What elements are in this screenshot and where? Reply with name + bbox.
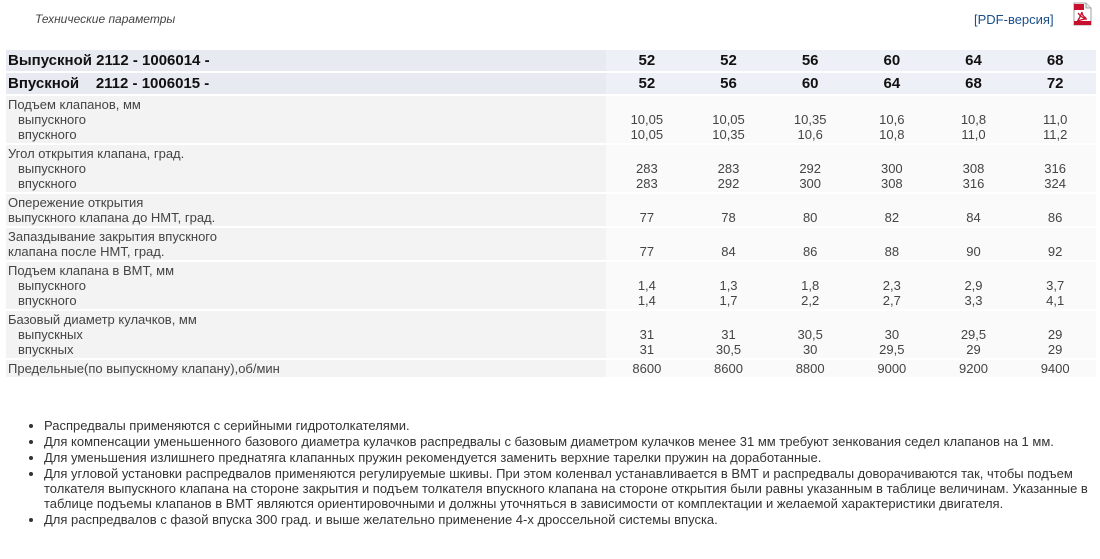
parameter-value bbox=[851, 145, 933, 192]
exhaust-camshaft-row-value: 64 bbox=[933, 50, 1015, 71]
parameter-label bbox=[6, 194, 606, 226]
value-line: 10,35 bbox=[712, 127, 745, 142]
value-line: 1,4 bbox=[637, 278, 656, 293]
parameter-value bbox=[933, 96, 1015, 143]
parameter-value bbox=[769, 228, 851, 260]
value-line: 29,5 bbox=[879, 342, 905, 357]
parameter-value bbox=[851, 311, 933, 358]
value-line: 92 bbox=[1047, 244, 1063, 259]
intake-camshaft-row-value: 60 bbox=[769, 73, 851, 94]
value-line: 78 bbox=[721, 210, 736, 225]
parameter-value bbox=[688, 96, 770, 143]
exhaust-camshaft-row-value: 56 bbox=[769, 50, 851, 71]
parameter-row bbox=[6, 311, 1096, 358]
intake-camshaft-row-value: 56 bbox=[688, 73, 770, 94]
parameter-name: Опережение открытия bbox=[8, 195, 144, 210]
exhaust-camshaft-row-value: 52 bbox=[606, 50, 688, 71]
value-line: 77 bbox=[639, 244, 655, 259]
parameter-label bbox=[6, 262, 606, 309]
value-line: 30,5 bbox=[797, 327, 823, 342]
value-line: 1,3 bbox=[719, 278, 738, 293]
value-line: 10,05 bbox=[712, 112, 745, 127]
parameter-value bbox=[1014, 96, 1096, 143]
value-line: 29 bbox=[1047, 342, 1063, 357]
value-line: 11,2 bbox=[1042, 127, 1068, 142]
parameter-subline: клапана после НМТ, град. bbox=[8, 244, 165, 259]
parameter-value bbox=[606, 228, 688, 260]
parameter-name: Базовый диаметр кулачков, мм bbox=[8, 312, 197, 327]
value-line: 283 bbox=[717, 161, 740, 176]
parameter-value bbox=[606, 360, 688, 377]
parameter-value bbox=[933, 360, 1015, 377]
value-line: 84 bbox=[966, 210, 981, 225]
parameter-row bbox=[6, 262, 1096, 309]
parameter-value bbox=[933, 145, 1015, 192]
intake-camshaft-row-value: 72 bbox=[1014, 73, 1096, 94]
parameter-label bbox=[6, 145, 606, 192]
parameters-table bbox=[6, 48, 1096, 379]
note-item: • Для уменьшения излишнего преднатяга клапанных пружин рекомендуется заменить верхние тарелки пружин на доработанные. bbox=[44, 450, 1100, 465]
value-line: 9000 bbox=[877, 361, 907, 376]
intake-camshaft-row-label: Впускной 2112 - 1006015 - bbox=[6, 73, 606, 94]
value-line: 31 bbox=[721, 327, 736, 342]
exhaust-camshaft-row-value: 60 bbox=[851, 50, 933, 71]
parameter-value bbox=[1014, 311, 1096, 358]
value-line: 3,7 bbox=[1046, 278, 1065, 293]
parameter-value bbox=[769, 262, 851, 309]
parameter-value bbox=[851, 228, 933, 260]
value-line: 292 bbox=[717, 176, 740, 191]
value-line: 292 bbox=[799, 161, 822, 176]
value-line: 4,1 bbox=[1046, 293, 1065, 308]
parameter-name: Запаздывание закрытия впускного bbox=[8, 229, 217, 244]
value-line: 11,0 bbox=[1042, 112, 1068, 127]
parameter-value bbox=[606, 311, 688, 358]
value-line: 86 bbox=[1047, 210, 1063, 225]
parameter-value bbox=[851, 96, 933, 143]
value-line: 316 bbox=[1044, 161, 1066, 176]
value-line: 1,4 bbox=[637, 293, 656, 308]
value-line: 10,8 bbox=[879, 127, 905, 142]
parameter-row bbox=[6, 228, 1096, 260]
parameter-value bbox=[933, 194, 1015, 226]
parameter-value bbox=[851, 194, 933, 226]
value-line: 10,05 bbox=[630, 112, 664, 127]
intake-camshaft-row-value: 68 bbox=[933, 73, 1015, 94]
value-line: 10,6 bbox=[797, 127, 823, 142]
intake-camshaft-row-value: 64 bbox=[851, 73, 933, 94]
parameter-subline: выпускного клапана до НМТ, град. bbox=[8, 210, 216, 225]
intake-camshaft-row bbox=[6, 73, 1096, 94]
value-line: 3,3 bbox=[964, 293, 983, 308]
value-line: 77 bbox=[639, 210, 655, 225]
value-line: 80 bbox=[802, 210, 818, 225]
parameter-row bbox=[6, 360, 1096, 377]
parameter-name: Угол открытия клапана, град. bbox=[8, 146, 185, 161]
note-item: • Для угловой установки распредвалов применяются регулируемые шкивы. При этом коленвал устанавливается в ВМТ и распредвалы доворачиваются так, чтобы подъем толкателя выпускного клапана на стороне закрытия и подъем толкателя впускного клапана на стороне открытия были равны указанным в таблице величинам. Указанные в таблице подъемы клапанов в ВМТ являются ориентировочными и должны уточняться в зависимости от комплектации и желаемой характеристики двигателя. bbox=[44, 466, 1100, 511]
parameter-row bbox=[6, 194, 1096, 226]
parameter-value bbox=[851, 262, 933, 309]
parameter-value bbox=[1014, 145, 1096, 192]
parameter-value bbox=[1014, 262, 1096, 309]
exhaust-camshaft-row-value: 52 bbox=[688, 50, 770, 71]
notes-list bbox=[20, 418, 1100, 528]
parameter-subline: впускного bbox=[18, 127, 77, 142]
value-line: 2,3 bbox=[882, 278, 901, 293]
value-line: 308 bbox=[962, 161, 985, 176]
value-line: 324 bbox=[1044, 176, 1066, 191]
parameter-name: Подъем клапанов, мм bbox=[8, 97, 141, 112]
value-line: 8800 bbox=[795, 361, 825, 376]
value-line: 2,2 bbox=[801, 293, 820, 308]
pdf-adobe-icon[interactable] bbox=[1070, 2, 1094, 26]
parameter-subline: впускных bbox=[18, 342, 74, 357]
parameter-value bbox=[933, 311, 1015, 358]
parameter-value bbox=[769, 145, 851, 192]
exhaust-camshaft-row bbox=[6, 50, 1096, 71]
parameter-value bbox=[769, 194, 851, 226]
parameter-value bbox=[688, 228, 770, 260]
value-line: 283 bbox=[636, 176, 658, 191]
parameter-value bbox=[688, 194, 770, 226]
parameter-subline: выпускных bbox=[18, 327, 83, 342]
parameter-value bbox=[688, 360, 770, 377]
note-item: • Для распредвалов с фазой впуска 300 град. и выше желательно применение 4-х дроссельной системы впуска. bbox=[44, 512, 1100, 527]
value-line: 29 bbox=[966, 342, 981, 357]
parameter-value bbox=[688, 145, 770, 192]
value-line: 84 bbox=[721, 244, 736, 259]
intake-camshaft-row-value: 52 bbox=[606, 73, 688, 94]
parameter-label bbox=[6, 360, 606, 377]
note-item: • Для компенсации уменьшенного базового диаметра кулачков распредвалы с базовым диаметром кулачков менее 31 мм требуют зенкования седел клапанов на 1 мм. bbox=[44, 434, 1100, 449]
parameter-subline: выпускного bbox=[18, 278, 86, 293]
value-line: 29 bbox=[1047, 327, 1063, 342]
value-line: 11,0 bbox=[961, 127, 986, 142]
exhaust-camshaft-row-label: Выпускной 2112 - 1006014 - bbox=[6, 50, 606, 71]
parameter-subline: выпускного bbox=[18, 112, 86, 127]
value-line: 9200 bbox=[959, 361, 988, 376]
parameter-subline: впускного bbox=[18, 176, 77, 191]
value-line: 300 bbox=[799, 176, 822, 191]
page-title: Технические параметры bbox=[35, 12, 176, 26]
parameter-value bbox=[606, 145, 688, 192]
parameter-label bbox=[6, 311, 606, 358]
parameter-value bbox=[1014, 194, 1096, 226]
value-line: 29,5 bbox=[960, 327, 987, 342]
value-line: 88 bbox=[884, 244, 900, 259]
value-line: 30 bbox=[884, 327, 900, 342]
parameter-value bbox=[933, 228, 1015, 260]
parameter-value bbox=[688, 262, 770, 309]
value-line: 10,8 bbox=[960, 112, 987, 127]
parameter-label bbox=[6, 96, 606, 143]
pdf-version-link[interactable]: [PDF-версия] bbox=[974, 12, 1054, 27]
value-line: 300 bbox=[880, 161, 903, 176]
value-line: 308 bbox=[880, 176, 903, 191]
value-line: 31 bbox=[639, 327, 655, 342]
value-line: 316 bbox=[962, 176, 985, 191]
parameter-value bbox=[1014, 228, 1096, 260]
parameter-value bbox=[688, 311, 770, 358]
value-line: 283 bbox=[636, 161, 658, 176]
parameter-value bbox=[606, 194, 688, 226]
parameter-subline: впускного bbox=[18, 293, 77, 308]
value-line: 2,7 bbox=[882, 293, 901, 308]
value-line: 31 bbox=[639, 342, 655, 357]
value-line: 86 bbox=[802, 244, 818, 259]
value-line: 8600 bbox=[714, 361, 743, 376]
parameter-row bbox=[6, 96, 1096, 143]
value-line: 30,5 bbox=[715, 342, 742, 357]
parameter-row bbox=[6, 145, 1096, 192]
parameter-name: Предельные(по выпускному клапану),об/мин bbox=[8, 361, 280, 376]
parameter-subline: выпускного bbox=[18, 161, 86, 176]
parameter-name: Подъем клапана в ВМТ, мм bbox=[8, 263, 175, 278]
parameter-value bbox=[851, 360, 933, 377]
parameter-value bbox=[769, 360, 851, 377]
value-line: 2,9 bbox=[964, 278, 983, 293]
value-line: 30 bbox=[802, 342, 818, 357]
parameter-value bbox=[933, 262, 1015, 309]
value-line: 9400 bbox=[1040, 361, 1070, 376]
exhaust-camshaft-row-value: 68 bbox=[1014, 50, 1096, 71]
value-line: 8600 bbox=[632, 361, 662, 376]
note-item: • Распредвалы применяются с серийными гидротолкателями. bbox=[44, 418, 1100, 433]
parameter-value bbox=[769, 311, 851, 358]
parameter-value bbox=[606, 96, 688, 143]
parameter-value bbox=[606, 262, 688, 309]
parameter-value bbox=[1014, 360, 1096, 377]
parameter-label bbox=[6, 228, 606, 260]
value-line: 10,6 bbox=[879, 112, 905, 127]
value-line: 1,8 bbox=[801, 278, 820, 293]
value-line: 10,05 bbox=[630, 127, 664, 142]
value-line: 90 bbox=[966, 244, 981, 259]
value-line: 1,7 bbox=[719, 293, 738, 308]
parameter-value bbox=[769, 96, 851, 143]
value-line: 82 bbox=[884, 210, 900, 225]
value-line: 10,35 bbox=[793, 112, 827, 127]
